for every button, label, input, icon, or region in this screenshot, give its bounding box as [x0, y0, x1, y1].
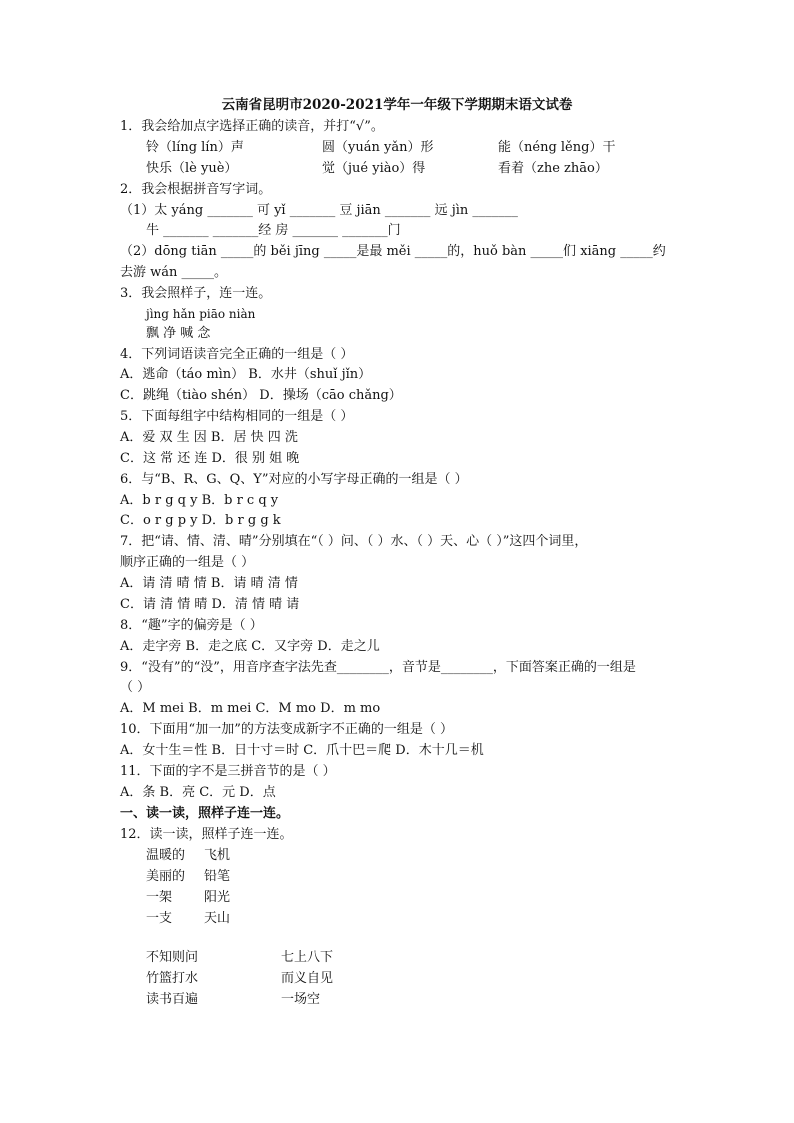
q2-line-2: 牛 _______ _______经 房 _______ _______门 — [146, 223, 401, 238]
q1-option: 看着（zhe zhāo） — [498, 161, 608, 176]
q5-options-ab: A．爱 双 生 因 B．居 快 四 洗 — [120, 430, 298, 445]
q12-idiom-right: 而义自见 — [281, 971, 334, 986]
q6-options-cd: C．o r g p y D．b r g g k — [120, 513, 281, 528]
q4-options-ab: A．逃命（táo mìn） B．水井（shuǐ jǐn） — [120, 367, 372, 382]
q8-prompt: 8．“趣”字的偏旁是（ ） — [120, 618, 263, 633]
q3-pinyin-row: jìng hǎn piāo niàn — [146, 307, 256, 321]
q10-prompt: 10．下面用“加一加”的方法变成新字不正确的一组是（ ） — [120, 722, 453, 737]
q5-prompt: 5．下面每组字中结构相同的一组是（ ） — [120, 409, 354, 424]
q12-right-item: 铅笔 — [204, 869, 231, 884]
q12-right-item: 天山 — [204, 911, 231, 926]
q4-prompt: 4．下列词语读音完全正确的一组是（ ） — [120, 347, 354, 362]
q1-option: 铃（líng lín）声 — [146, 140, 244, 155]
q10-options: A．女十生＝性 B．日十寸＝时 C．爪十巴＝爬 D．木十几＝机 — [120, 743, 484, 758]
q8-options: A．走字旁 B．走之底 C．又字旁 D．走之儿 — [120, 639, 380, 654]
q12-prompt: 12．读一读，照样子连一连。 — [120, 827, 293, 842]
section-heading: 一、读一读，照样子连一连。 — [120, 806, 290, 821]
q1-option: 觉（jué yiào）得 — [322, 161, 426, 176]
q12-idiom-right: 七上八下 — [281, 950, 334, 965]
q4-options-cd: C．跳绳（tiào shén） D．操场（cāo chǎng） — [120, 388, 402, 403]
q12-right-item: 阳光 — [204, 890, 231, 905]
q7-prompt: 7．把“请、情、清、晴”分别填在“（ ）问、（ ）水、（ ）天、心（ ）”这四个词里， — [120, 534, 588, 549]
q3-char-row: 飘 净 喊 念 — [146, 326, 211, 341]
q2-line-1: （1）太 yáng _______ 可 yǐ _______ 豆 jiān _______ 远 jìn _______ — [120, 203, 518, 218]
q3-prompt: 3．我会照样子，连一连。 — [120, 286, 272, 301]
q1-option: 快乐（lè yuè） — [146, 161, 238, 176]
q12-idiom-left: 不知则问 — [146, 950, 199, 965]
q9-prompt-cont: （ ） — [120, 680, 151, 695]
q12-idiom-left: 竹篮打水 — [146, 971, 199, 986]
q1-option: 圆（yuán yǎn）形 — [322, 140, 434, 155]
q12-left-item: 一支 — [146, 911, 173, 926]
q2-line-3: （2）dōng tiān _____的 běi jīng _____是最 měi _____的，huǒ bàn _____们 xiāng _____约 — [120, 244, 666, 259]
q9-prompt: 9．“没有”的“没”，用音序查字法先查________，音节是________，下面答案正确的一组是 — [120, 660, 636, 675]
q9-options: A．M mei B．m mei C．M mo D．m mo — [120, 701, 381, 716]
q2-line-4: 去游 wán _____。 — [120, 265, 228, 280]
q12-right-item: 飞机 — [204, 848, 231, 863]
q6-options-ab: A．b r g q y B．b r c q y — [120, 493, 279, 508]
q12-idiom-right: 一场空 — [281, 992, 321, 1007]
q12-left-item: 温暖的 — [146, 848, 186, 863]
q12-idiom-left: 读书百遍 — [146, 992, 199, 1007]
exam-title: 云南省昆明市2020-2021学年一年级下学期期末语文试卷 — [221, 97, 573, 113]
q6-prompt: 6．与“B、R、G、Q、Y”对应的小写字母正确的一组是（ ） — [120, 472, 468, 487]
q7-prompt-cont: 顺序正确的一组是（ ） — [120, 555, 255, 570]
q11-options: A．条 B．亮 C．元 D．点 — [120, 785, 276, 800]
q12-left-item: 美丽的 — [146, 869, 186, 884]
q2-prompt: 2．我会根据拼音写字词。 — [120, 182, 272, 197]
q5-options-cd: C．这 常 还 连 D．很 别 姐 晚 — [120, 451, 300, 466]
q11-prompt: 11．下面的字不是三拼音节的是（ ） — [120, 764, 336, 779]
q7-options-cd: C．请 清 情 晴 D．清 情 晴 请 — [120, 597, 300, 612]
q1-prompt: 1．我会给加点字选择正确的读音，并打“√”。 — [120, 119, 384, 134]
q12-left-item: 一架 — [146, 890, 173, 905]
q1-option: 能（néng lěng）干 — [498, 140, 616, 155]
q7-options-ab: A．请 清 晴 情 B．请 晴 清 情 — [120, 576, 298, 591]
